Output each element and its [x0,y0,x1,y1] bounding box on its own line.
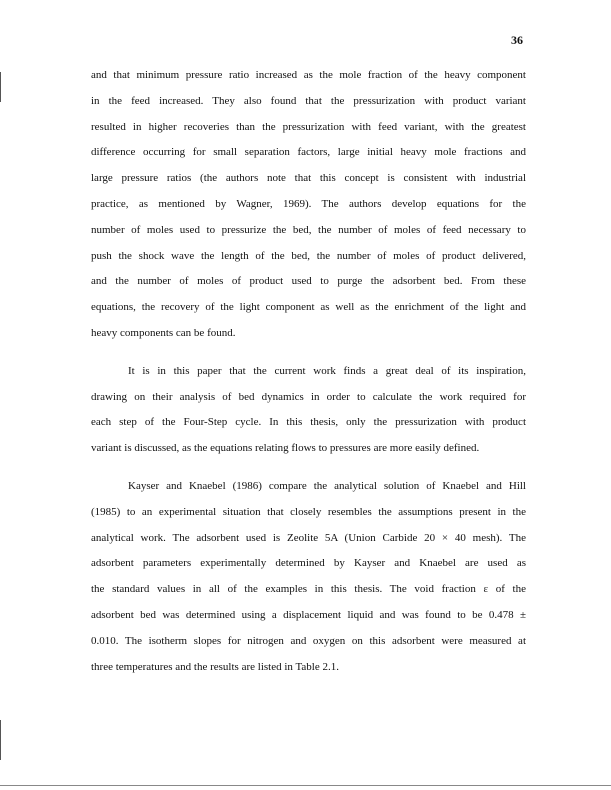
page-number: 36 [511,33,523,47]
paragraph-p3 [91,474,526,680]
scan-margin-mark-top [0,72,1,102]
paragraph-gap [91,462,526,474]
text-line: practice, as mentioned by Wagner, 1969). The authors develop equations for the [91,197,526,210]
text-line: resulted in higher recoveries than the pressurization with feed variant, with the greatest [91,120,526,133]
text-line: difference occurring for small separation factors, large initial heavy mole fractions and [91,146,526,159]
text-line: heavy components can be found. [91,326,236,339]
text-line: three temperatures and the results are listed in Table 2.1. [91,660,339,673]
text-line: each step of the Four-Step cycle. In this thesis, only the pressurization with product [91,416,526,429]
text-line: the standard values in all of the examples in this thesis. The void fraction ε of the [91,583,526,596]
text-line: (1985) to an experimental situation that closely resembles the assumptions present in the [91,505,526,518]
text-line: variant is discussed, as the equations relating flows to pressures are more easily defined. [91,442,480,455]
body-text [91,63,526,680]
text-line: number of moles used to pressurize the bed, the number of moles of feed necessary to [91,223,526,236]
text-line: and the number of moles of product used to purge the adsorbent bed. From these [91,275,526,288]
text-line: drawing on their analysis of bed dynamics in order to calculate the work required for [91,390,526,403]
scan-bottom-edge [0,785,611,786]
text-line: adsorbent parameters experimentally determined by Kayser and Knaebel are used as [91,557,526,570]
text-line: in the feed increased. They also found that the pressurization with product variant [91,94,526,107]
text-line: It is in this paper that the current work finds a great deal of its inspiration, [128,364,526,377]
text-line: adsorbent bed was determined using a displacement liquid and was found to be 0.478 ± [91,608,526,621]
text-line: push the shock wave the length of the bed, the number of moles of product delivered, [91,249,526,262]
text-line: large pressure ratios (the authors note that this concept is consistent with industrial [91,172,526,185]
paragraph-p1 [91,63,526,347]
paragraph-p2 [91,359,526,462]
text-line: Kayser and Knaebel (1986) compare the analytical solution of Knaebel and Hill [128,479,526,492]
text-line: and that minimum pressure ratio increased as the mole fraction of the heavy component [91,69,526,81]
text-line: analytical work. The adsorbent used is Zeolite 5A (Union Carbide 20 × 40 mesh). The [91,531,526,544]
scan-margin-mark-bottom [0,720,1,760]
text-line: 0.010. The isotherm slopes for nitrogen and oxygen on this adsorbent were measured at [91,634,526,647]
text-line: equations, the recovery of the light component as well as the enrichment of the light and [91,301,526,314]
paragraph-gap [91,347,526,359]
